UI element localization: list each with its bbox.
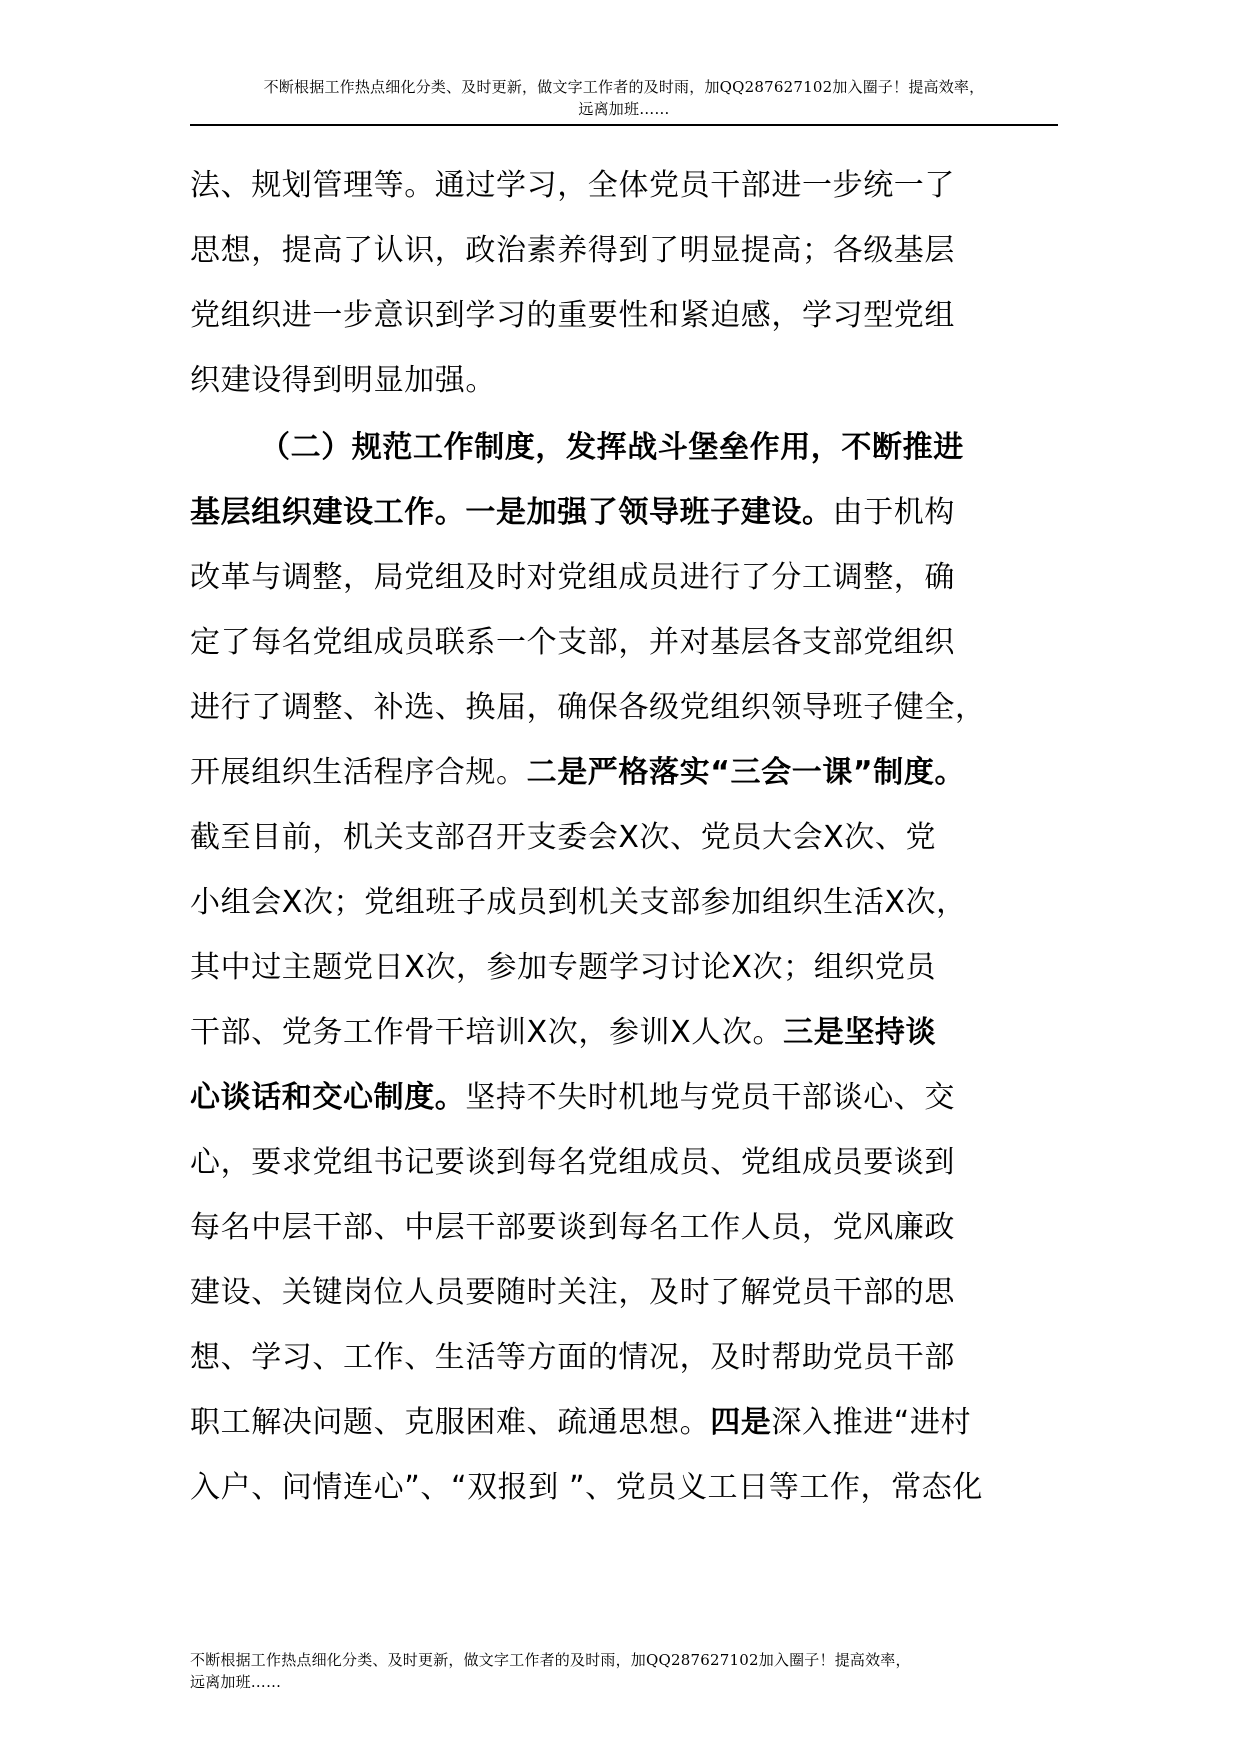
text-line <box>190 348 1060 413</box>
bold-text-segment: 基层组织建设工作。一是加强了领导班子建设。 <box>190 495 833 530</box>
text-line <box>190 1390 1060 1455</box>
text-line <box>190 1065 1060 1130</box>
bold-text-segment: 三是坚持谈 <box>783 1015 937 1050</box>
text-segment: 其中过主题党日X次，参加专题学习讨论X次；组织党员 <box>190 950 937 985</box>
footer-line-2: 远离加班…… <box>190 1673 282 1691</box>
text-line <box>190 415 1060 480</box>
text-segment: 开展组织生活程序合规。 <box>190 755 527 790</box>
text-segment: 想、学习、工作、生活等方面的情况，及时帮助党员干部 <box>190 1340 955 1375</box>
page-header <box>190 76 1058 120</box>
text-segment: 思想，提高了认识，政治素养得到了明显提高；各级基层 <box>190 233 955 268</box>
header-line-2: 远离加班…… <box>578 100 670 118</box>
text-line <box>190 218 1060 283</box>
text-line <box>190 1130 1060 1195</box>
text-line <box>190 1260 1060 1325</box>
text-segment: 深入推进“进村 <box>771 1405 972 1440</box>
text-segment: 法、规划管理等。通过学习，全体党员干部进一步统一了 <box>190 168 955 203</box>
footer-line-1: 不断根据工作热点细化分类、及时更新，做文字工作者的及时雨，加QQ287627102加入圈子！提高效率， <box>190 1651 911 1669</box>
text-segment: 职工解决问题、克服困难、疏通思想。 <box>190 1405 711 1440</box>
text-line <box>190 1195 1060 1260</box>
text-line <box>190 153 1060 218</box>
text-line <box>190 545 1060 610</box>
text-line <box>190 480 1060 545</box>
text-line <box>190 870 1060 935</box>
text-segment: 党组织进一步意识到学习的重要性和紧迫感，学习型党组 <box>190 298 955 333</box>
text-line <box>190 805 1060 870</box>
text-segment: 入户、问情连心”、“双报到 ”、党员义工日等工作，常态化 <box>190 1470 983 1505</box>
document-body <box>190 153 1060 1520</box>
bold-text-segment: 四是 <box>710 1405 772 1440</box>
bold-text-segment: 二是严格落实“三会一课”制度。 <box>526 755 966 790</box>
text-segment: 干部、党务工作骨干培训X次，参训X人次。 <box>190 1015 784 1050</box>
text-segment: 定了每名党组成员联系一个支部，并对基层各支部党组织 <box>190 625 955 660</box>
text-line <box>190 1325 1060 1390</box>
text-segment: 由于机构 <box>832 495 956 530</box>
text-segment: 心，要求党组书记要谈到每名党组成员、党组成员要谈到 <box>190 1145 955 1180</box>
bold-text-segment: 心谈话和交心制度。 <box>190 1080 466 1115</box>
text-line <box>190 675 1060 740</box>
text-segment: 织建设得到明显加强。 <box>190 363 496 398</box>
text-segment: 改革与调整，局党组及时对党组成员进行了分工调整，确 <box>190 560 955 595</box>
text-segment: 每名中层干部、中层干部要谈到每名工作人员，党风廉政 <box>190 1210 955 1245</box>
text-segment: 截至目前，机关支部召开支委会X次、党员大会X次、党 <box>190 820 937 855</box>
text-line <box>190 610 1060 675</box>
header-divider <box>190 124 1058 126</box>
text-segment: 坚持不失时机地与党员干部谈心、交 <box>465 1080 956 1115</box>
text-segment: 小组会X次；党组班子成员到机关支部参加组织生活X次， <box>190 885 967 920</box>
text-line <box>190 283 1060 348</box>
bold-text-segment: （二）规范工作制度，发挥战斗堡垒作用，不断推进 <box>260 430 964 465</box>
text-line <box>190 1455 1060 1520</box>
page-footer <box>190 1649 1070 1693</box>
text-line <box>190 935 1060 1000</box>
text-line <box>190 1000 1060 1065</box>
text-line <box>190 740 1060 805</box>
header-line-1: 不断根据工作热点细化分类、及时更新，做文字工作者的及时雨，加QQ287627102加入圈子！提高效率， <box>263 78 985 96</box>
text-segment: 进行了调整、补选、换届，确保各级党组织领导班子健全， <box>190 690 986 725</box>
text-segment: 建设、关键岗位人员要随时关注，及时了解党员干部的思 <box>190 1275 955 1310</box>
